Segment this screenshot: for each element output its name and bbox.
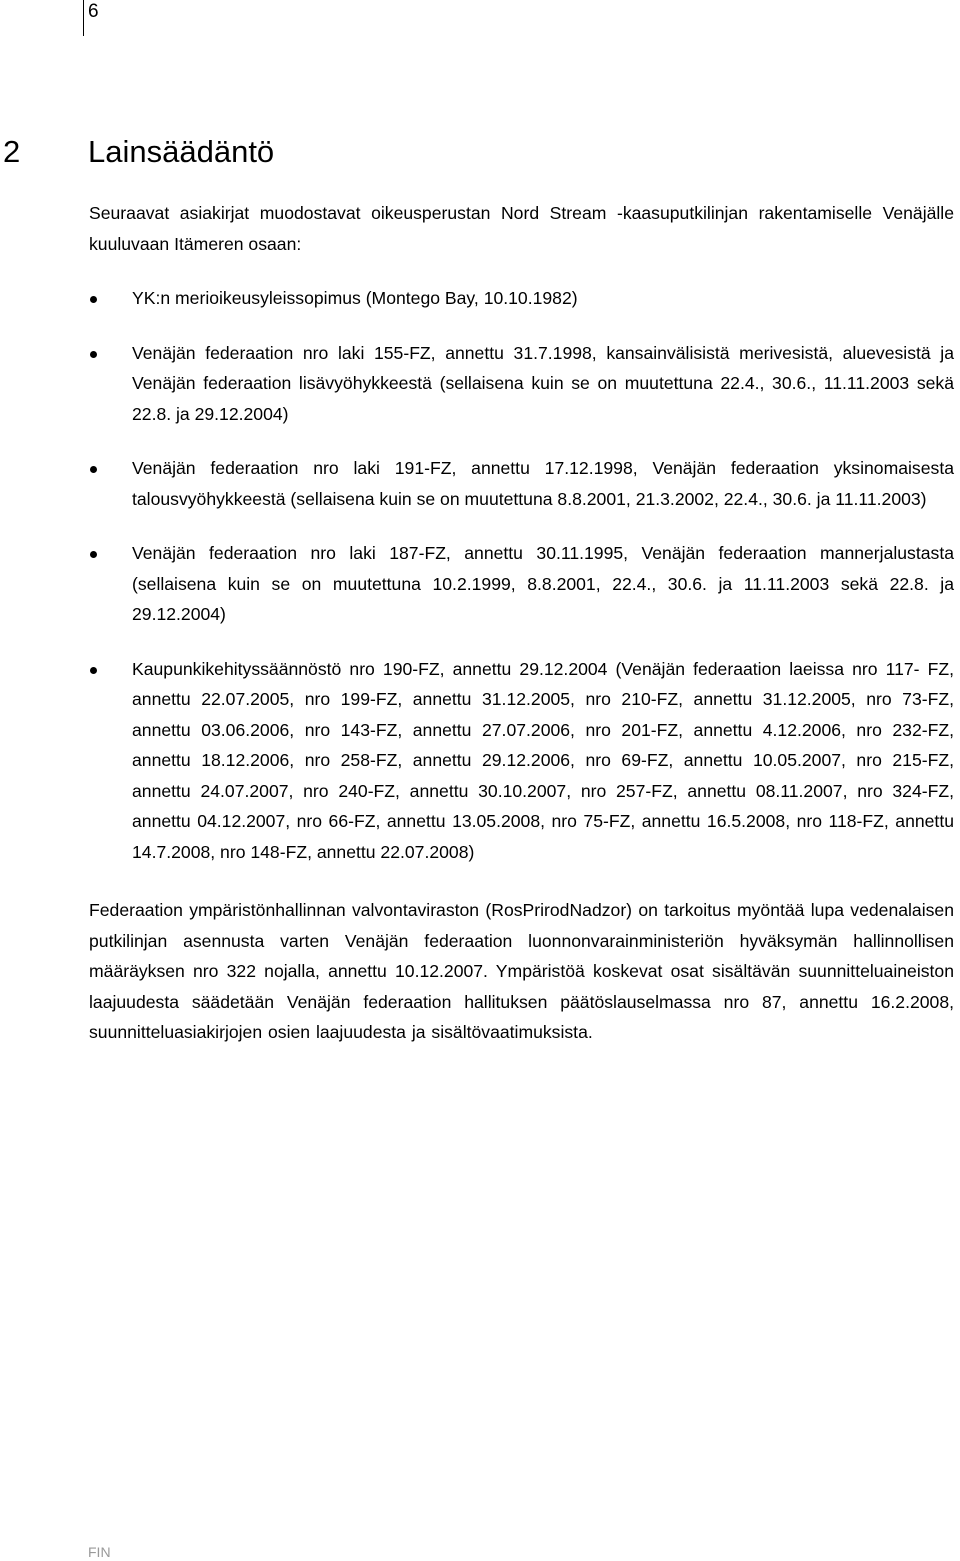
list-item-text: Venäjän federaation nro laki 187-FZ, annettu 30.11.1995, Venäjän federaation mannerjalustasta (sellaisena kuin se on muutettuna 10.2.1999, 8.8.2001, 22.4., 30.6. ja 11.11.2003 sekä 22.8. ja 29.12.2004): [132, 543, 954, 624]
bullet-icon: [90, 296, 97, 303]
list-item: [89, 338, 954, 430]
bullet-icon: [90, 466, 97, 473]
closing-paragraph: Federaation ympäristönhallinnan valvontaviraston (RosPrirodNadzor) on tarkoitus myöntää lupa vedenalaisen putkilinjan asennusta varten Venäjän federaation luonnonvarainministeriön hyväksymän hallinnollisen määräyksen nro 322 nojalla, annettu 10.12.2007. Ympäristöä koskevat osat sisältävän suunnitteluaineiston laajuudesta säädetään Venäjän federaation hallituksen päätöslauselmassa nro 87, annettu 16.2.2008, suunnitteluasiakirjojen osien laajuudesta ja sisältövaatimuksista.: [89, 900, 954, 1042]
bullet-icon: [90, 551, 97, 558]
list-item: [89, 654, 954, 868]
header-divider: [83, 0, 84, 36]
bullet-icon: [90, 351, 97, 358]
document-body: [89, 198, 954, 1048]
legal-basis-list: [89, 283, 954, 867]
list-item-text: Venäjän federaation nro laki 191-FZ, annettu 17.12.1998, Venäjän federaation yksinomaisesta talousvyöhykkeestä (sellaisena kuin se on muutettuna 8.8.2001, 21.3.2002, 22.4., 30.6. ja 11.11.2003): [132, 458, 954, 509]
section-number: 2: [3, 134, 21, 169]
list-item-text: Venäjän federaation nro laki 155-FZ, annettu 31.7.1998, kansainvälisistä merivesistä, aluevesistä ja Venäjän federaation lisävyöhykkeestä (sellaisena kuin se on muutettuna 22.4., 30.6., 11.11.2003 sekä 22.8. ja 29.12.2004): [132, 342, 954, 424]
list-item: [89, 283, 954, 314]
list-item: [89, 453, 954, 514]
intro-paragraph: Seuraavat asiakirjat muodostavat oikeusperustan Nord Stream -kaasuputkilinjan rakentamiselle Venäjälle kuuluvaan Itämeren osaan:: [89, 203, 954, 254]
bullet-icon: [90, 667, 97, 674]
list-item-text: Kaupunkikehityssäännöstö nro 190-FZ, annettu 29.12.2004 (Venäjän federaation laeissa nro 117- FZ, annettu 22.07.2005, nro 199-FZ, annettu 31.12.2005, nro 210-FZ, annettu 31.12.2005, nro 73-FZ, annettu 03.06.2006, nro 143-FZ, annettu 27.07.2006, nro 201-FZ, annettu 4.12.2006, nro 232-FZ, annettu 18.12.2006, nro 258-FZ, annettu 29.12.2006, nro 69-FZ, annettu 10.05.2007, nro 215-FZ, annettu 24.07.2007, nro 240-FZ, annettu 30.10.2007, nro 257-FZ, annettu 08.11.2007, nro 324-FZ, annettu 04.12.2007, nro 66-FZ, annettu 13.05.2008, nro 75-FZ, annettu 16.5.2008, nro 118-FZ, annettu 14.7.2008, nro 148-FZ, annettu 22.07.2008): [132, 658, 954, 862]
list-item: [89, 538, 954, 630]
page-number: 6: [88, 1, 99, 22]
footer-language-label: FIN: [88, 1544, 111, 1560]
list-item-text: YK:n merioikeusyleissopimus (Montego Bay, 10.10.1982): [132, 288, 578, 308]
section-title: Lainsäädäntö: [88, 134, 275, 169]
